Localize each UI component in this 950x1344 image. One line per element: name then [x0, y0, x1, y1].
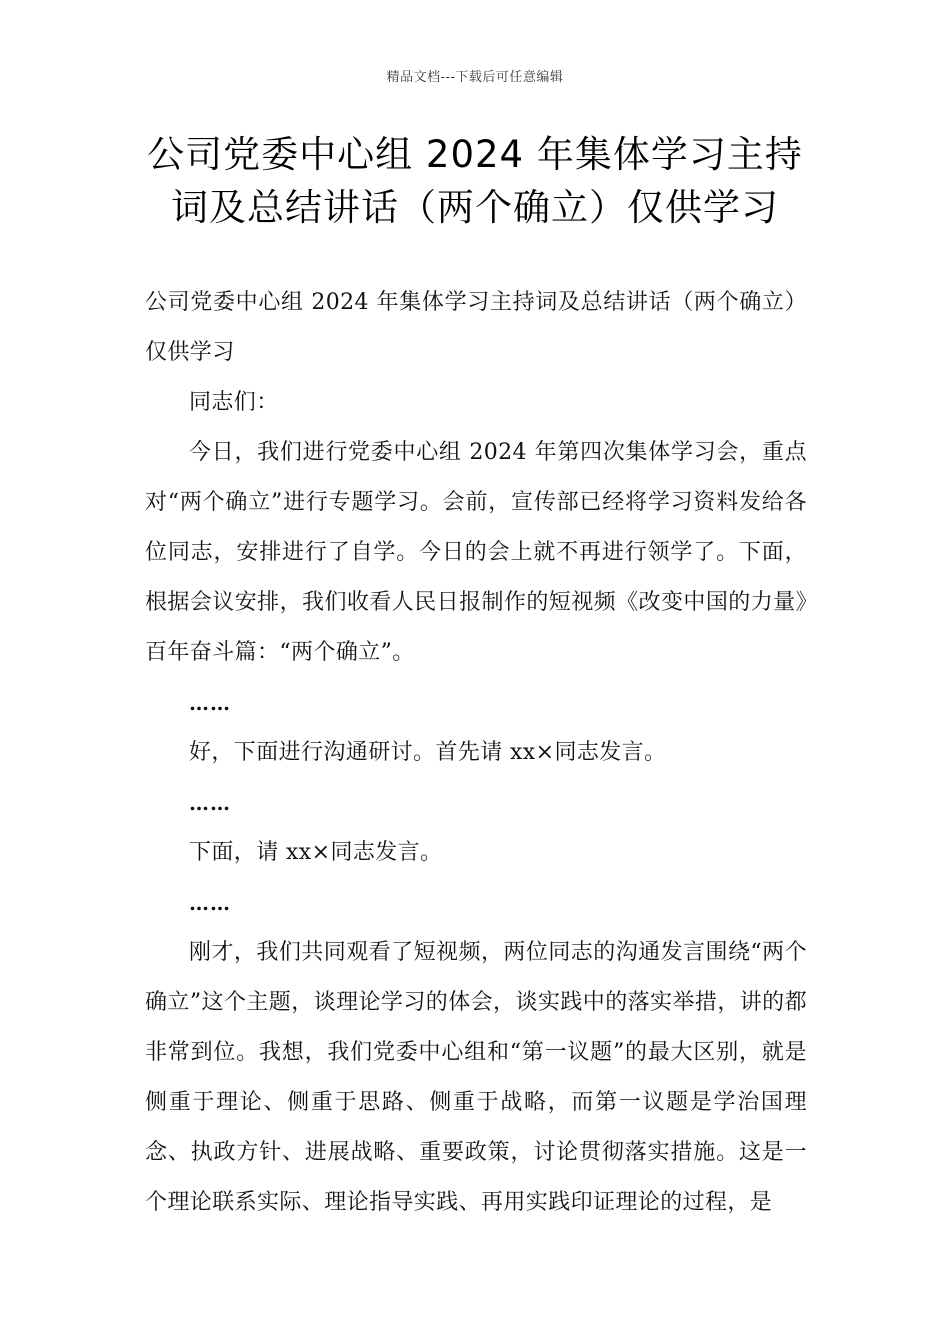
paragraph-summary: 刚才，我们共同观看了短视频，两位同志的沟通发言围绕“两个确立”这个主题，谈理论学习的体会，谈实践中的落实举措，讲的都非常到位。我想，我们党委中心组和“第一议题”的最大区别，就是侧重于理论、侧重于思路、侧重于战略，而第一议题是学治国理念、执政方针、进展战略、重要政策，讨论贯彻落实措施。这是一个理论联系实际、理论指导实践、再用实践印证理论的过程，是 — [145, 940, 807, 1215]
ellipsis-3: …… — [189, 891, 231, 915]
header-note: 精品文档---下载后可任意编辑 — [386, 70, 564, 85]
paragraph-heading: 公司党委中心组 2024 年集体学习主持词及总结讲话（两个确立）仅供学习 — [145, 290, 807, 365]
document-title — [140, 128, 810, 234]
paragraph-greeting: 同志们： — [189, 390, 279, 415]
paragraph-opening: 今日，我们进行党委中心组 2024 年第四次集体学习会，重点对“两个确立”进行专题学习。会前，宣传部已经将学习资料发给各位同志，安排进行了自学。今日的会上就不再进行领学了。下面，根据会议安排，我们收看人民日报制作的短视频《改变中国的力量》百年奋斗篇：“两个确立”。 — [145, 440, 807, 665]
ellipsis-2: …… — [189, 791, 231, 815]
title-line-1: 公司党委中心组 2024 年集体学习主持 — [147, 133, 803, 176]
ellipsis-1: …… — [189, 691, 231, 715]
paragraph-next-speaker: 下面，请 xx×同志发言。 — [189, 840, 443, 865]
paragraph-discussion: 好，下面进行沟通研讨。首先请 xx×同志发言。 — [189, 740, 667, 765]
document-body — [145, 278, 807, 1228]
title-line-2: 词及总结讲话（两个确立）仅供学习 — [171, 186, 779, 229]
